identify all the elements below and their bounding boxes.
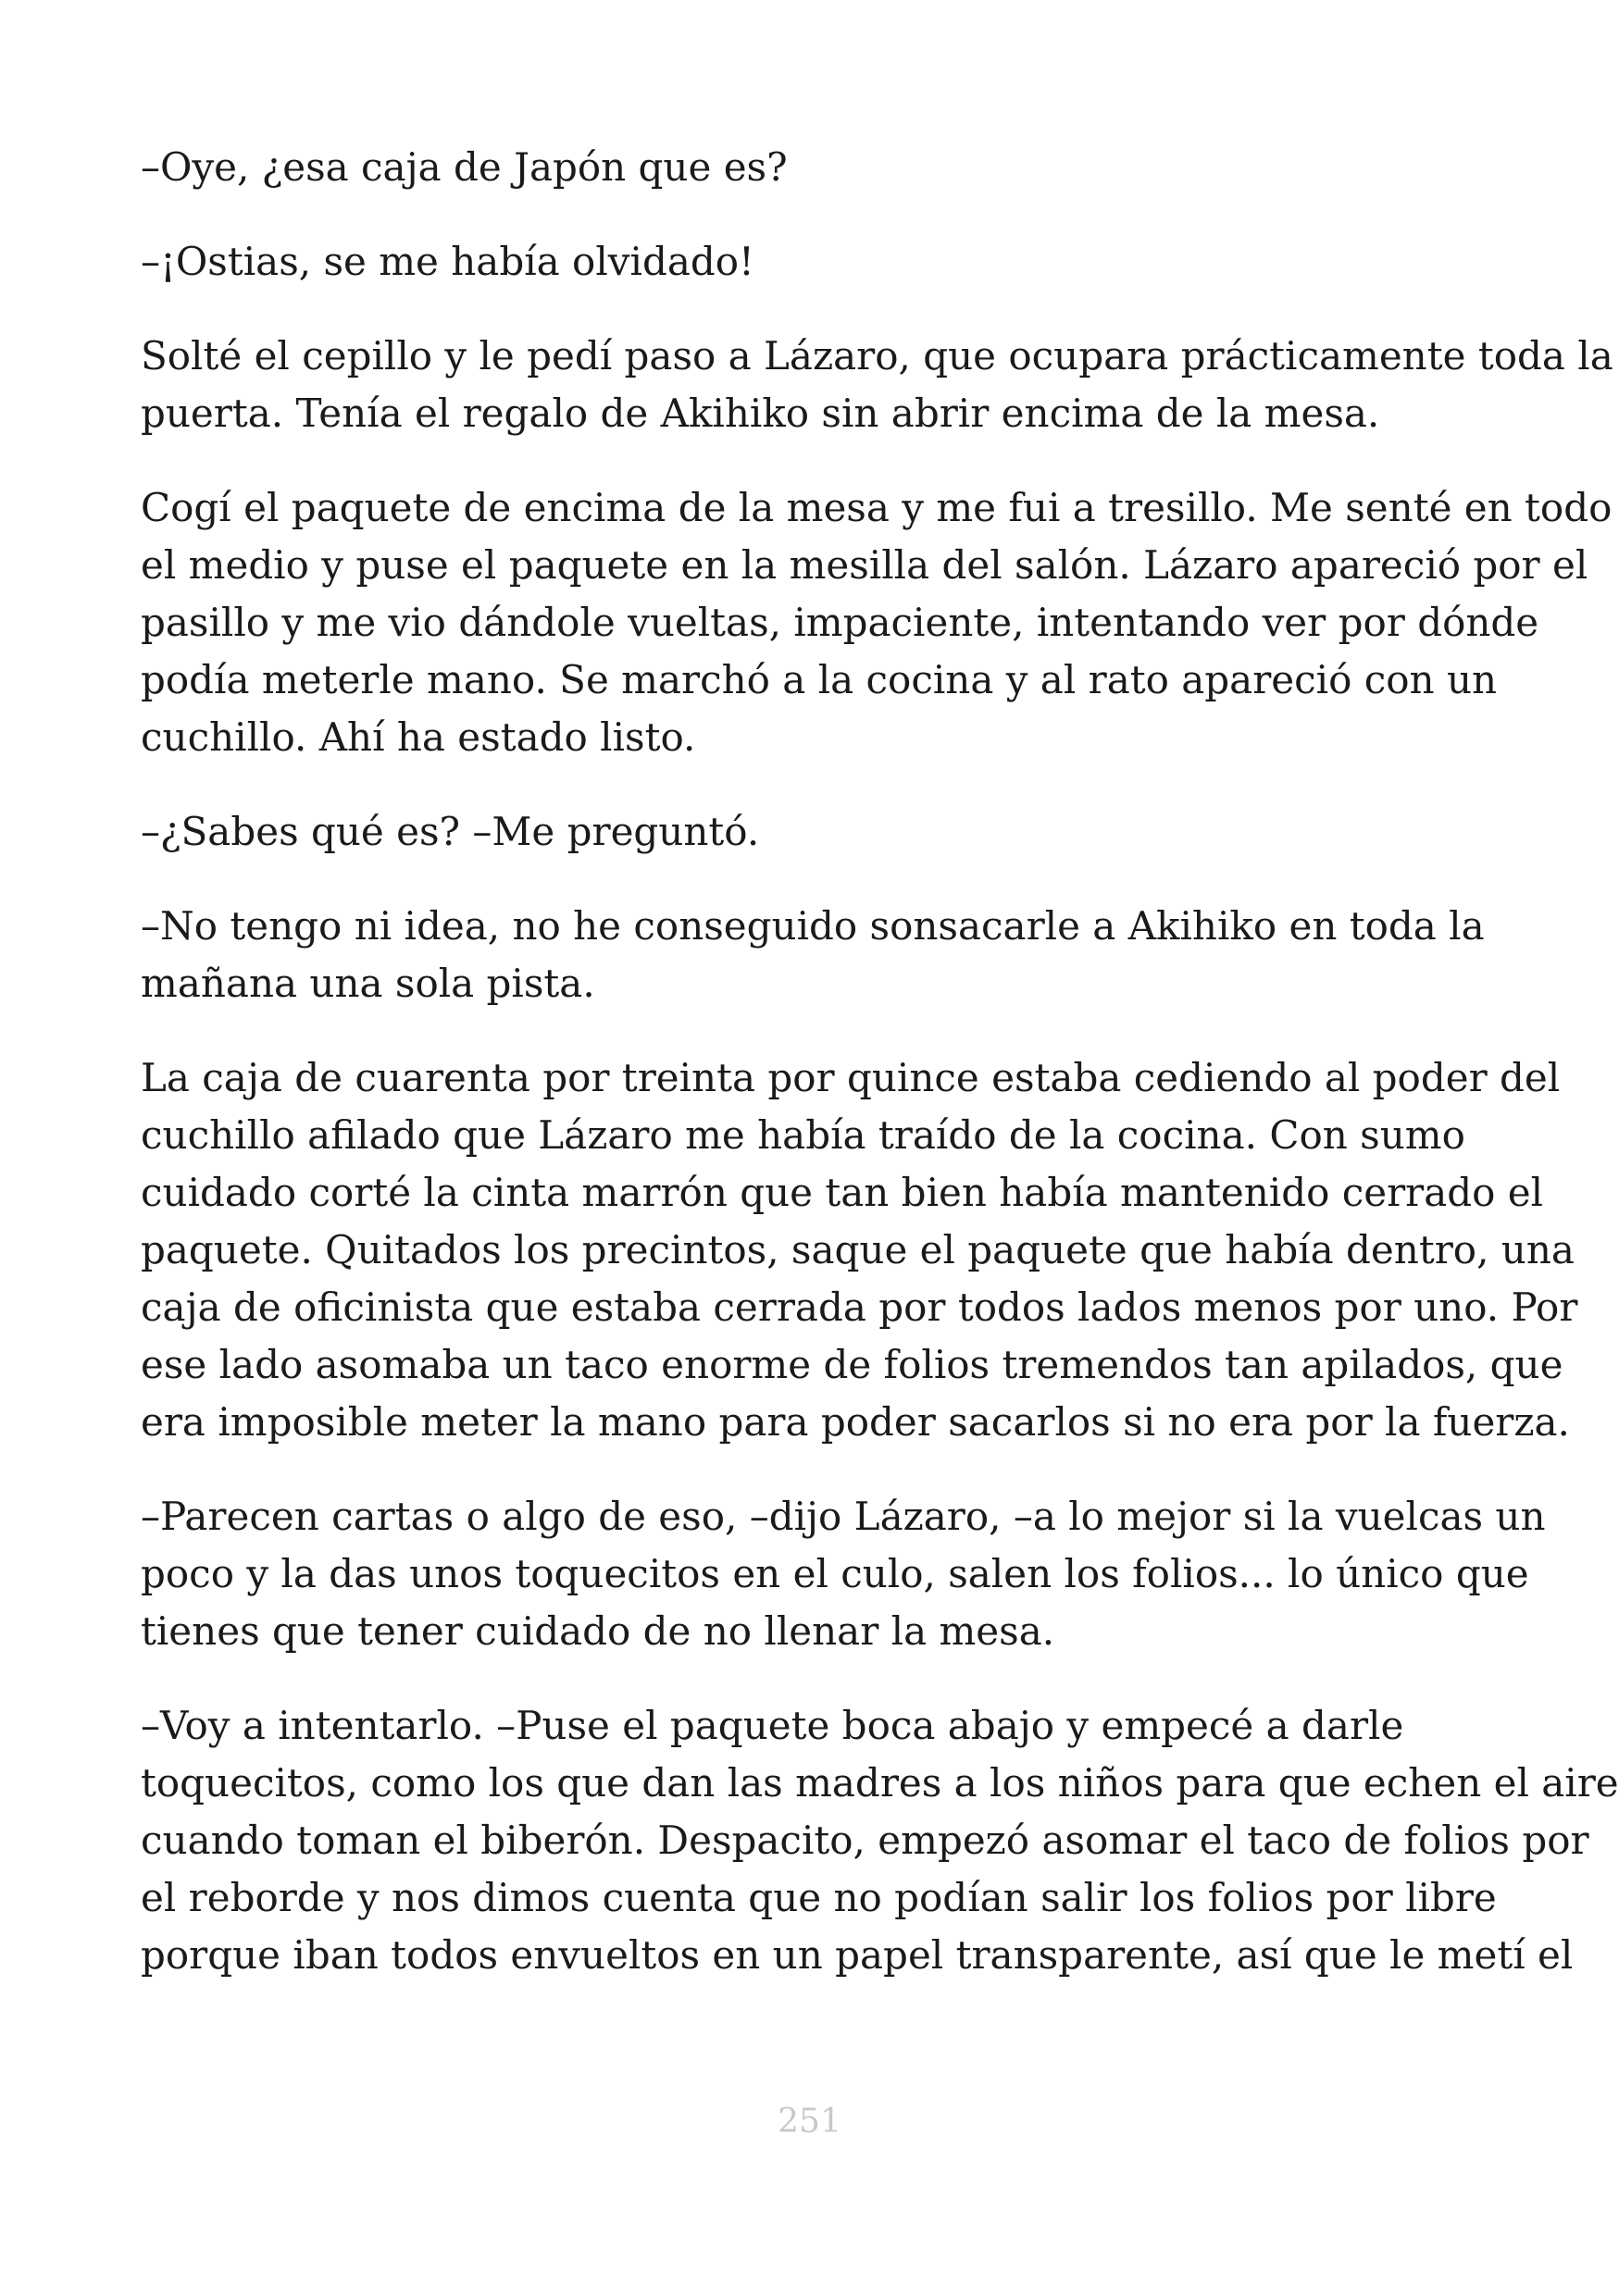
- text-line: el reborde y nos dimos cuenta que no podían salir los folios por libre: [141, 1875, 1497, 1920]
- paragraph: [141, 139, 1501, 196]
- text-line: La caja de cuarenta por treinta por quince estaba cediendo al poder del: [141, 1055, 1561, 1100]
- paragraph: [141, 1049, 1578, 1451]
- text-line: Cogí el paquete de encima de la mesa y me fui a tresillo. Me senté en todo: [141, 485, 1613, 530]
- text-line: poco y la das unos toquecitos en el culo, salen los folios... lo único que: [141, 1551, 1529, 1596]
- text-line: paquete. Quitados los precintos, saque el paquete que había dentro, una: [141, 1227, 1575, 1272]
- text-line: cuando toman el biberón. Despacito, empezó asomar el taco de folios por: [141, 1818, 1589, 1863]
- text-line: porque iban todos envueltos en un papel transparente, así que le metí el: [141, 1932, 1574, 1978]
- paragraph: [141, 1488, 1546, 1660]
- paragraph: [141, 898, 1501, 1012]
- paragraph: [141, 233, 1501, 291]
- text-line: –Parecen cartas o algo de eso, –dijo Lázaro, –a lo mejor si la vuelcas un: [141, 1494, 1546, 1539]
- text-line: el medio y puse el paquete en la mesilla del salón. Lázaro apareció por el: [141, 542, 1588, 588]
- text-line: podía meterle mano. Se marchó a la cocina y al rato apareció con un: [141, 657, 1498, 702]
- paragraph: [141, 328, 1613, 442]
- text-line: –Oye, ¿esa caja de Japón que es?: [141, 144, 788, 190]
- text-line: puerta. Tenía el regalo de Akihiko sin abrir encima de la mesa.: [141, 391, 1380, 436]
- page-number: 251: [778, 2103, 841, 2141]
- text-line: –¡Ostias, se me había olvidado!: [141, 239, 754, 284]
- text-line: mañana una sola pista.: [141, 961, 595, 1006]
- paragraph: [141, 479, 1613, 766]
- text-line: cuchillo. Ahí ha estado listo.: [141, 714, 696, 760]
- text-line: pasillo y me vio dándole vueltas, impaciente, intentando ver por dónde: [141, 600, 1539, 645]
- body-text: [141, 139, 1619, 2021]
- text-line: tienes que tener cuidado de no llenar la mesa.: [141, 1608, 1055, 1654]
- text-line: –¿Sabes qué es? –Me preguntó.: [141, 809, 760, 854]
- text-line: cuchillo afilado que Lázaro me había traído de la cocina. Con sumo: [141, 1112, 1465, 1158]
- text-line: ese lado asomaba un taco enorme de folios tremendos tan apilados, que: [141, 1342, 1563, 1387]
- text-line: caja de oficinista que estaba cerrada por todos lados menos por uno. Por: [141, 1285, 1578, 1330]
- paragraph: [141, 803, 1501, 861]
- text-line: cuidado corté la cinta marrón que tan bien había mantenido cerrado el: [141, 1170, 1544, 1215]
- text-line: era imposible meter la mano para poder sacarlos si no era por la fuerza.: [141, 1399, 1570, 1445]
- text-line: –Voy a intentarlo. –Puse el paquete boca abajo y empecé a darle: [141, 1703, 1404, 1748]
- text-line: –No tengo ni idea, no he conseguido sonsacarle a Akihiko en toda la: [141, 903, 1485, 949]
- paragraph: [141, 1697, 1619, 1984]
- text-line: toquecitos, como los que dan las madres a los niños para que echen el aire: [141, 1760, 1619, 1806]
- text-line: Solté el cepillo y le pedí paso a Lázaro, que ocupara prácticamente toda la: [141, 333, 1613, 379]
